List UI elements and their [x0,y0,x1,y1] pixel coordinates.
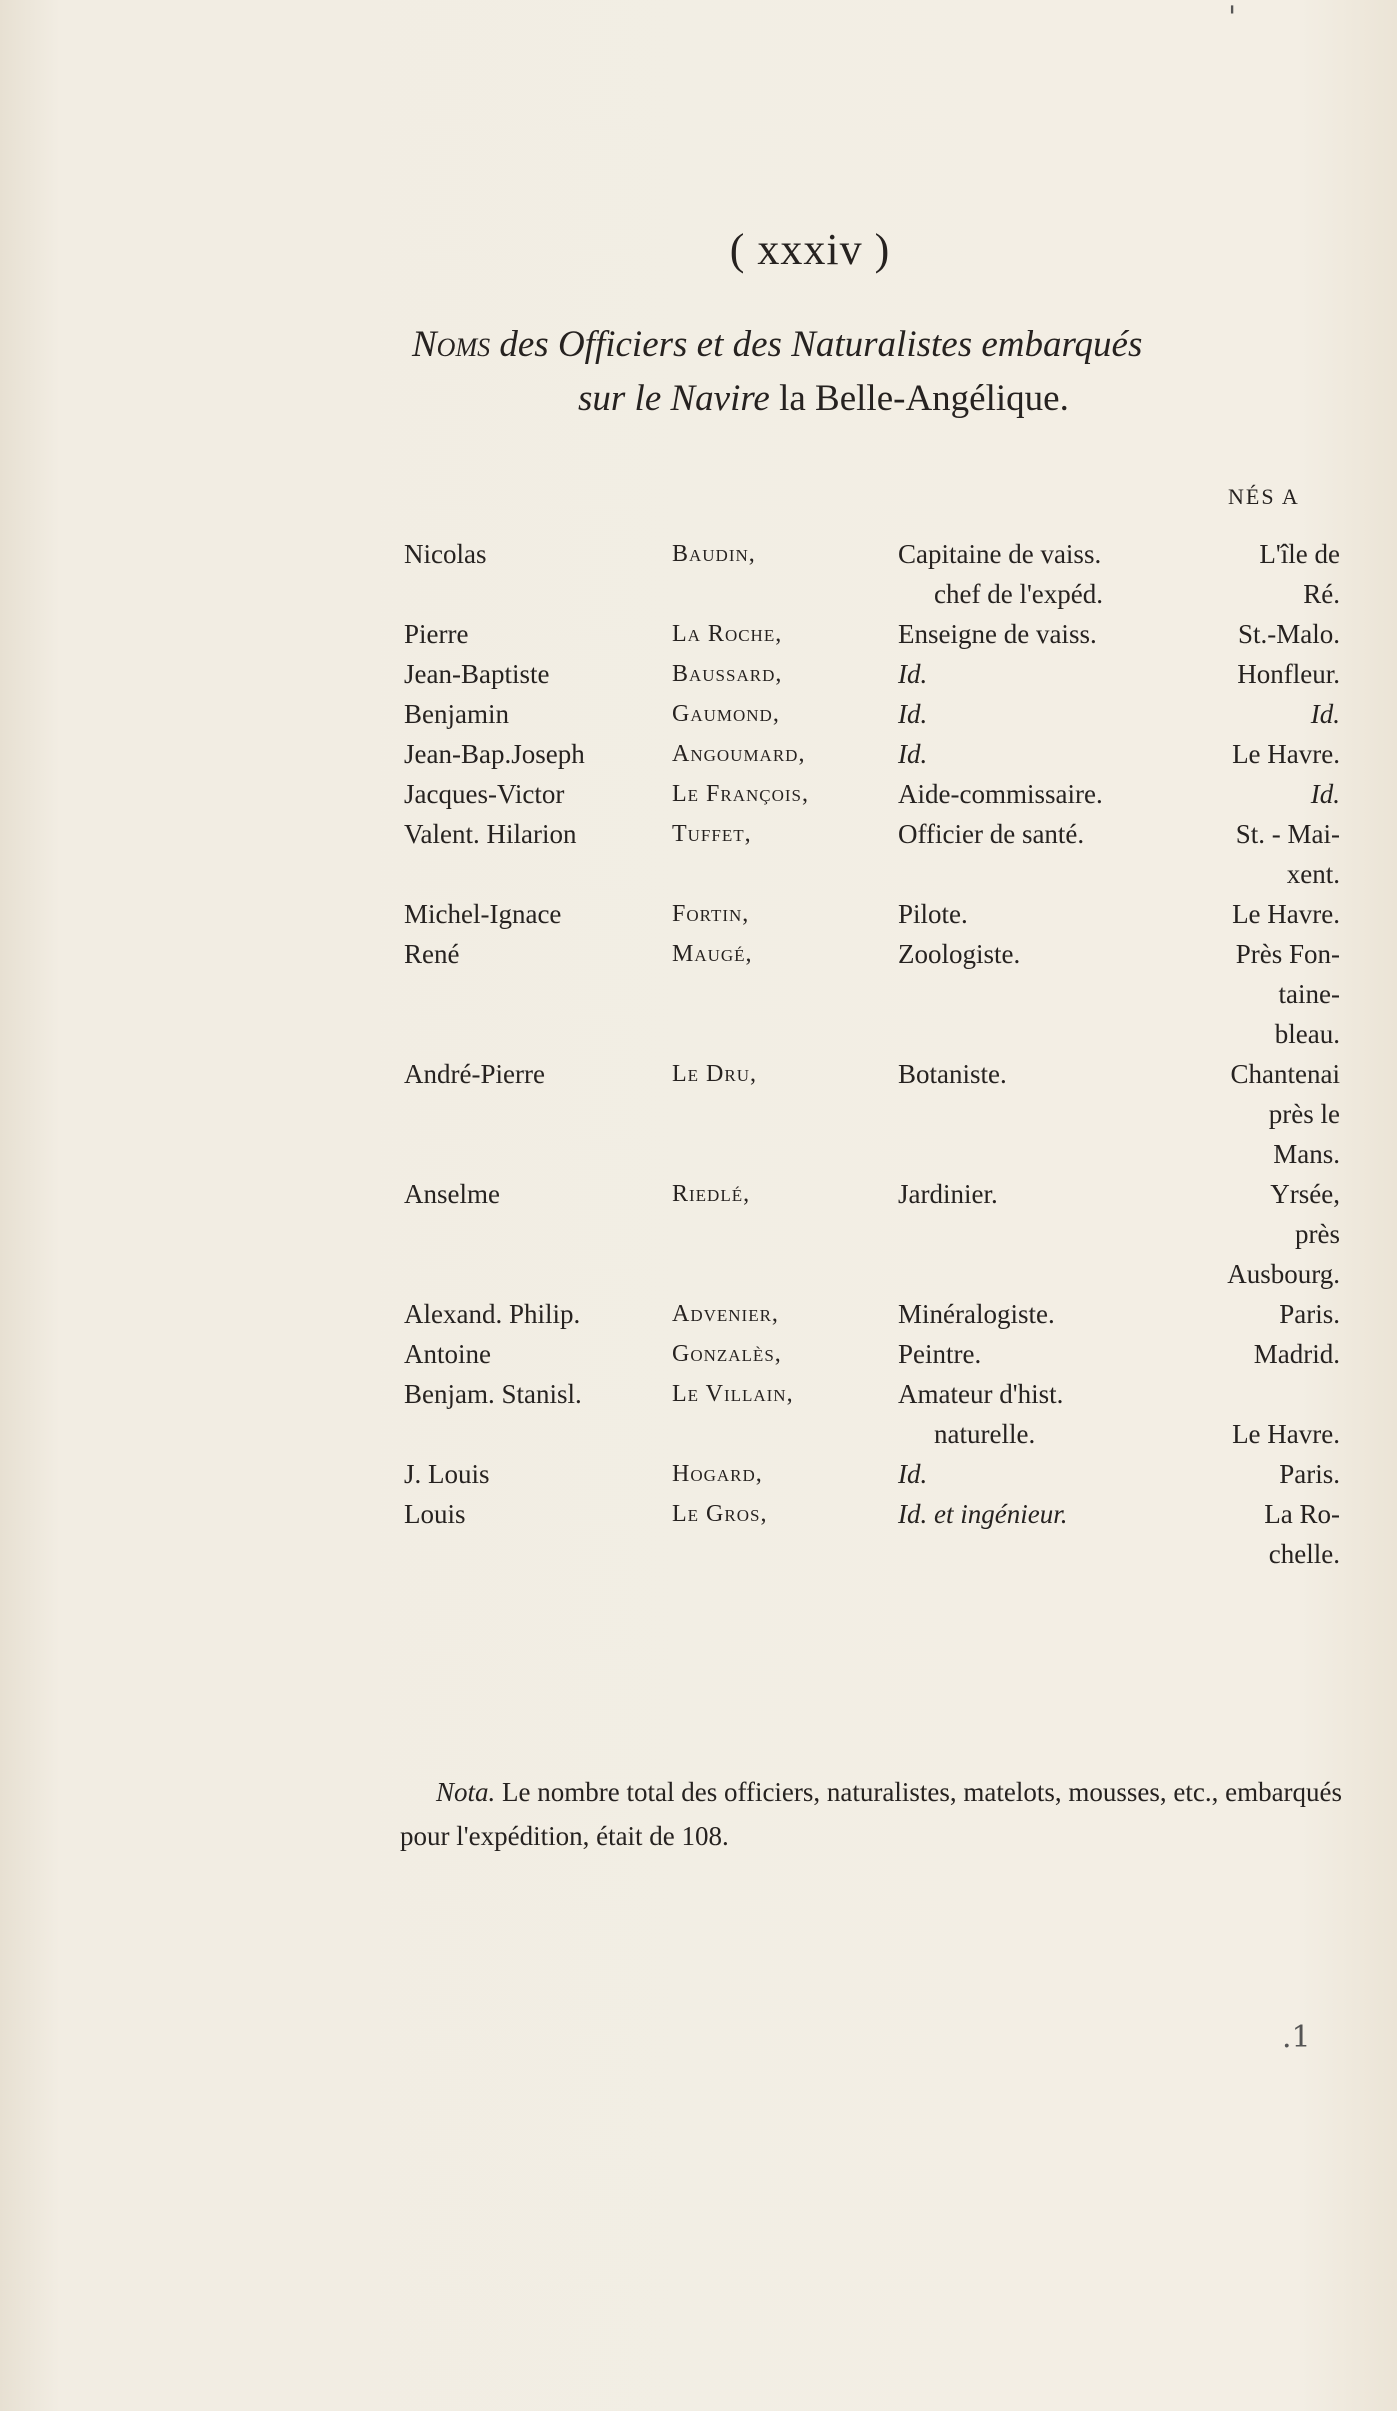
cell-surname: Baudin, [672,541,756,567]
cell-surname: Fortin, [672,901,750,927]
cell-role: Zoologiste. [898,939,1021,969]
cell-birthplace: près [1295,1219,1340,1249]
cell-birthplace: St.-Malo. [1237,619,1340,649]
cell-role: Jardinier. [898,1179,998,1209]
nota-text: Le nombre total des officiers, naturalistes, matelots, mousses, etc., embarqués pour l'expédition, était de 108. [400,1777,1343,1851]
cell-birthplace: Id. [1310,779,1340,809]
cell-birthplace: xent. [1286,859,1340,889]
cell-first-name: Michel-Ignace [404,899,562,929]
cell-birthplace: Ausbourg. [1227,1259,1340,1289]
cell-surname: Gonzalès, [672,1341,782,1367]
cell-birthplace: La Ro- [1264,1499,1340,1529]
cell-first-name: Pierre [404,619,469,649]
cell-birthplace: chelle. [1268,1539,1340,1569]
cell-surname: La Roche, [672,621,783,647]
edge-mark: ' [1228,0,1237,35]
cell-first-name: Valent. Hilarion [404,819,577,849]
cell-surname: Advenier, [672,1301,779,1327]
page-title [412,318,1352,426]
cell-surname: Le Villain, [672,1381,794,1407]
cell-role: Id. [898,1459,928,1489]
cell-birthplace: Yrsée, [1270,1179,1340,1209]
cell-first-name: J. Louis [404,1459,490,1489]
cell-first-name: Benjamin [404,699,509,729]
cell-first-name: Jean-Baptiste [404,659,550,689]
cell-birthplace: Chantenai [1230,1059,1340,1089]
cell-role: Amateur d'hist. [898,1379,1064,1409]
cell-birthplace: Mans. [1273,1139,1340,1169]
cell-role: naturelle. [934,1419,1036,1449]
cell-birthplace: Madrid. [1253,1339,1340,1369]
cell-surname: Tuffet, [672,821,752,847]
nota-paragraph [400,1770,1350,1858]
column-header-birthplace: NÉS A [1228,484,1300,509]
cell-first-name: Louis [404,1499,466,1529]
cell-role: chef de l'expéd. [934,579,1104,609]
cell-birthplace: bleau. [1274,1019,1340,1049]
cell-role: Botaniste. [898,1059,1007,1089]
cell-birthplace: Id. [1310,699,1340,729]
cell-surname: Le François, [672,781,810,807]
cell-birthplace: Près Fon- [1235,939,1340,969]
cell-surname: Maugé, [672,941,753,967]
cell-birthplace: Le Havre. [1232,1419,1340,1449]
cell-role: Minéralogiste. [898,1299,1055,1329]
nota-label: Nota. [436,1777,496,1807]
cell-surname: Le Gros, [672,1501,768,1527]
title-noms: Noms [412,324,491,365]
cell-surname: Gaumond, [672,701,780,727]
cell-birthplace: Paris. [1279,1299,1340,1329]
cell-first-name: Jacques-Victor [404,779,565,809]
cell-role: Enseigne de vaiss. [898,619,1097,649]
cell-birthplace: Le Havre. [1232,899,1340,929]
cell-role: Id. [898,739,928,769]
cell-first-name: Antoine [404,1339,491,1369]
cell-role: Peintre. [898,1339,982,1369]
cell-surname: Angoumard, [672,741,806,767]
cell-role: Id. [898,699,928,729]
cell-birthplace: taine- [1278,979,1340,1009]
cell-first-name: René [404,939,460,969]
cell-birthplace: Le Havre. [1232,739,1340,769]
cell-role: Pilote. [898,899,968,929]
cell-first-name: André-Pierre [404,1059,545,1089]
cell-surname: Hogard, [672,1461,763,1487]
cell-surname: Riedlé, [672,1181,751,1207]
title-line2 [412,372,1352,426]
cell-role: Aide-commissaire. [898,779,1103,809]
cell-role: Officier de santé. [898,819,1085,849]
cell-first-name: Nicolas [404,539,487,569]
cell-role: Id. et ingénieur. [898,1499,1068,1529]
cell-role: Capitaine de vaiss. [898,539,1102,569]
cell-first-name: Jean-Bap.Joseph [404,739,585,769]
cell-birthplace: Paris. [1279,1459,1340,1489]
title-line2-italic: sur le Navire [578,378,770,419]
cell-birthplace: Ré. [1303,579,1340,609]
cell-birthplace: près le [1268,1099,1340,1129]
page-number: ( xxxiv ) [729,225,891,274]
cell-role: Id. [898,659,928,689]
cell-surname: Baussard, [672,661,783,687]
title-line1: des Officiers et des Naturalistes embarqués [499,324,1143,365]
cell-surname: Le Dru, [672,1061,757,1087]
title-line2-upright: la Belle-Angélique. [779,378,1069,419]
cell-birthplace: St. - Mai- [1235,819,1340,849]
margin-mark: .1 [1282,2020,1311,2055]
cell-first-name: Alexand. Philip. [404,1299,581,1329]
cell-birthplace: Honfleur. [1237,659,1340,689]
cell-birthplace: L'île de [1259,539,1340,569]
cell-first-name: Anselme [404,1179,500,1209]
cell-first-name: Benjam. Stanisl. [404,1379,582,1409]
